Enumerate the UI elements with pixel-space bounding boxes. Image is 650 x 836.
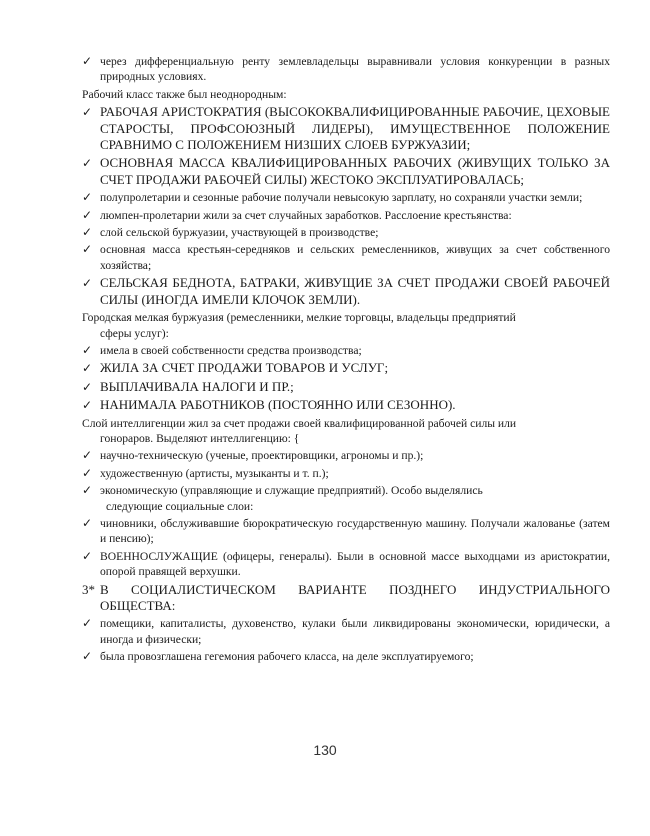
list-item-text: чиновники, обслуживавшие бюрократическую государственную машину. Получали жалованье (затем и пенсию); (100, 516, 610, 546)
list-item (82, 448, 610, 463)
list-item-text: слой сельской буржуазии, участвующей в производстве; (100, 226, 379, 240)
list-item-text: через дифференциальную ренту землевладельцы выравнивали условия конкуренции в разных природных условиях. (100, 55, 610, 84)
list-item (82, 225, 610, 240)
list-item (82, 54, 610, 85)
checkmark-icon: ✓ (82, 483, 93, 498)
checkmark-icon: ✓ (82, 448, 93, 463)
list-item (82, 649, 610, 664)
list-item (82, 104, 610, 153)
checkmark-icon: ✓ (82, 190, 93, 205)
list-item (82, 275, 610, 308)
checkmark-icon: ✓ (82, 242, 93, 257)
list-item (82, 466, 610, 481)
checkmark-icon: ✓ (82, 379, 93, 394)
checkmark-icon: ✓ (82, 207, 93, 222)
checkmark-icon: ✓ (82, 156, 93, 171)
checkmark-icon: ✓ (82, 515, 93, 530)
heading-number: 3* (82, 581, 95, 597)
paragraph (82, 87, 610, 102)
list-item-text: РАБОЧАЯ АРИСТОКРАТИЯ (ВЫСОКОКВАЛИФИЦИРОВАННЫЕ РАБОЧИЕ, ЦЕХОВЫЕ СТАРОСТЫ, ПРОФСОЮЗНЫЙ ЛИДЕРЫ), ИМУЩЕСТВЕННОЕ ПОЛОЖЕНИЕ СРАВНИМО С ПОЛОЖЕНИЕМ НИЗШИХ СЛОЕВ БУРЖУАЗИИ; (100, 104, 610, 153)
list-item (82, 343, 610, 358)
list-item (82, 516, 610, 547)
list-item-text: экономическую (управляющие и служащие предприятий). Особо выделялись (100, 484, 483, 498)
list-item (82, 242, 610, 273)
checkmark-icon: ✓ (82, 54, 93, 68)
list-item (82, 360, 610, 376)
list-item (82, 379, 610, 395)
list-item (82, 483, 610, 514)
list-item-text: ОСНОВНАЯ МАССА КВАЛИФИЦИРОВАННЫХ РАБОЧИХ (ЖИВУЩИХ ТОЛЬКО ЗА СЧЕТ ПРОДАЖИ РАБОЧЕЙ СИЛЫ) ЖЕСТОКО ЭКСПЛУАТИРОВАЛАСЬ; (100, 155, 610, 187)
list-item (82, 397, 610, 413)
numbered-heading (82, 582, 610, 615)
list-item (82, 616, 610, 647)
checkmark-icon: ✓ (82, 361, 93, 376)
checkmark-icon: ✓ (82, 616, 93, 631)
list-item (82, 155, 610, 188)
list-item (82, 208, 610, 223)
list-item-text: художественную (артисты, музыканты и т. п.); (100, 466, 329, 480)
list-item-text: научно-техническую (ученые, проектировщики, агрономы и пр.); (100, 449, 424, 463)
page-content (82, 54, 610, 667)
checkmark-icon: ✓ (82, 342, 93, 357)
list-item-text: СЕЛЬСКАЯ БЕДНОТА, БАТРАКИ, ЖИВУЩИЕ ЗА СЧЕТ ПРОДАЖИ СВОЕЙ РАБОЧЕЙ СИЛЫ (ИНОГДА ИМЕЛИ КЛОЧОК ЗЕМЛИ). (100, 275, 610, 307)
paragraph-continuation: гонораров. Выделяют интеллигенцию: { (100, 431, 300, 445)
checkmark-icon: ✓ (82, 105, 93, 120)
list-item-text: основная масса крестьян-середняков и сельских ремесленников, живущих за счет собственного хозяйства; (100, 243, 610, 272)
list-item-continuation: следующие социальные слои: (106, 499, 254, 513)
paragraph (82, 310, 610, 341)
checkmark-icon: ✓ (82, 398, 93, 413)
checkmark-icon: ✓ (82, 465, 93, 480)
paragraph-text: Городская мелкая буржуазия (ремесленники, мелкие торговцы, владельцы предприятий (82, 311, 516, 325)
heading-text: В СОЦИАЛИСТИЧЕСКОМ ВАРИАНТЕ ПОЗДНЕГО ИНДУСТРИАЛЬНОГО ОБЩЕСТВА: (100, 581, 610, 613)
paragraph-continuation: сферы услуг): (100, 326, 169, 340)
checkmark-icon: ✓ (82, 649, 93, 664)
paragraph-text: Рабочий класс также был неоднородным: (82, 87, 287, 101)
paragraph-text: Слой интеллигенции жил за счет продажи своей квалифицированной рабочей силы или (82, 416, 517, 430)
list-item (82, 190, 610, 205)
list-item-text: ВЫПЛАЧИВАЛА НАЛОГИ И ПР.; (100, 378, 294, 394)
list-item-text: помещики, капиталисты, духовенство, кулаки были ликвидированы экономически, юридически, а иногда и физически; (100, 617, 610, 646)
checkmark-icon: ✓ (82, 276, 93, 291)
list-item (82, 549, 610, 580)
list-item-text: была провозглашена гегемония рабочего класса, на деле эксплуатируемого; (100, 650, 474, 664)
list-item-text: ВОЕННОСЛУЖАЩИЕ (офицеры, генералы). Были в основной массе выходцами из аристократии, опорой правящей верхушки. (100, 549, 610, 579)
list-item-text: имела в своей собственности средства производства; (100, 343, 362, 357)
list-item-text: люмпен-пролетарии жили за счет случайных заработков. Расслоение крестьянства: (100, 208, 512, 222)
page-number: 130 (313, 742, 337, 758)
checkmark-icon: ✓ (82, 548, 93, 563)
list-item-text: ЖИЛА ЗА СЧЕТ ПРОДАЖИ ТОВАРОВ И УСЛУГ; (100, 360, 389, 376)
list-item-text: НАНИМАЛА РАБОТНИКОВ (ПОСТОЯННО ИЛИ СЕЗОННО). (100, 397, 456, 413)
paragraph (82, 416, 610, 447)
list-item-text: полупролетарии и сезонные рабочие получали невысокую зарплату, но сохраняли участки земли; (100, 191, 583, 205)
checkmark-icon: ✓ (82, 225, 93, 240)
